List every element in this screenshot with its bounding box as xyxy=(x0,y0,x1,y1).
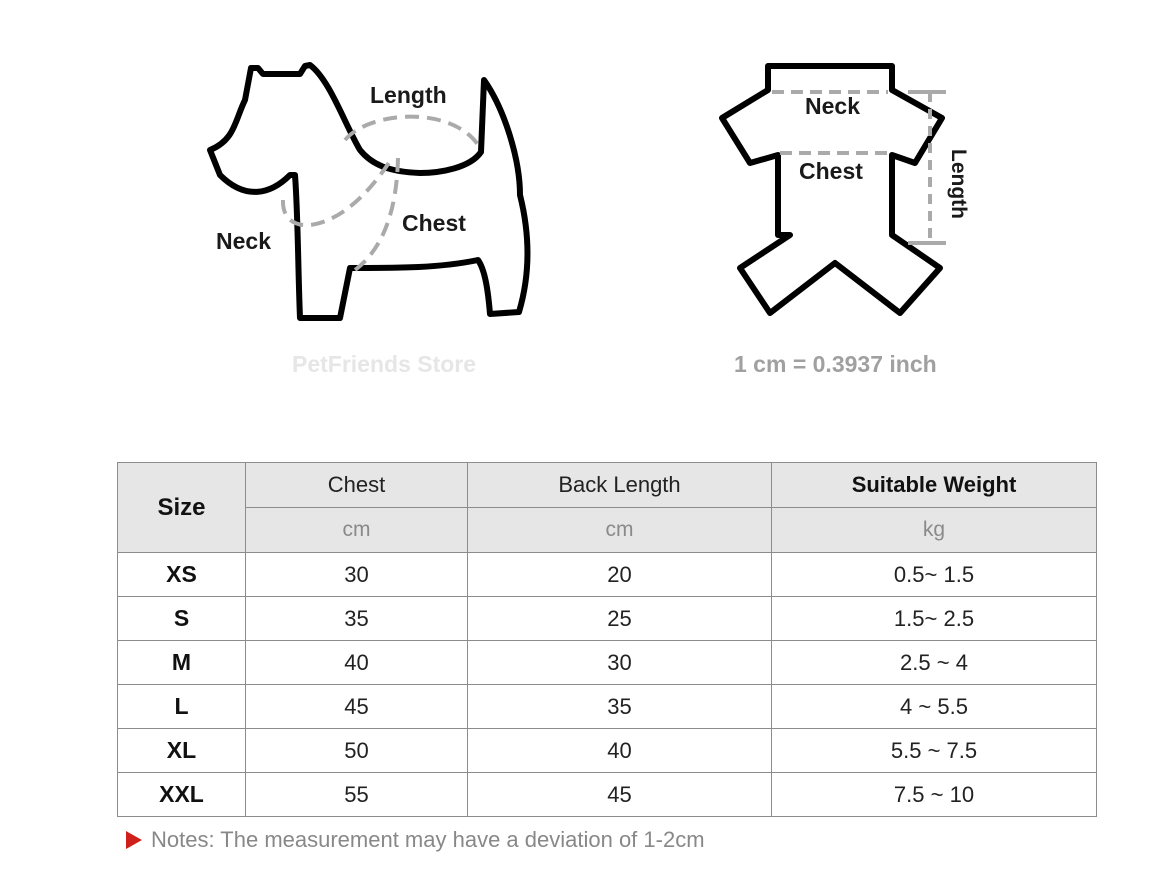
chest-cell: 55 xyxy=(246,773,468,817)
size-cell: M xyxy=(118,641,246,685)
table-row xyxy=(118,729,1097,773)
size-cell: S xyxy=(118,597,246,641)
weight-cell: 1.5~ 2.5 xyxy=(772,597,1097,641)
size-chart-table xyxy=(117,462,1097,817)
store-watermark: PetFriends Store xyxy=(292,351,477,377)
dog-neck-label: Neck xyxy=(216,228,271,254)
red-triangle-icon xyxy=(126,831,142,849)
dog-chest-label: Chest xyxy=(402,210,466,236)
dog-length-line xyxy=(345,117,480,148)
weight-cell: 0.5~ 1.5 xyxy=(772,553,1097,597)
table-row xyxy=(118,553,1097,597)
table-row xyxy=(118,597,1097,641)
garment-chest-label: Chest xyxy=(799,158,863,184)
table-row xyxy=(118,641,1097,685)
chest-cell: 35 xyxy=(246,597,468,641)
weight-cell: 5.5 ~ 7.5 xyxy=(772,729,1097,773)
suitable-weight-header: Suitable Weight xyxy=(772,463,1097,508)
garment-length-label: Length xyxy=(947,149,970,219)
size-cell: XL xyxy=(118,729,246,773)
chest-cell: 30 xyxy=(246,553,468,597)
weight-cell: 7.5 ~ 10 xyxy=(772,773,1097,817)
back-length-cell: 30 xyxy=(468,641,772,685)
size-cell: L xyxy=(118,685,246,729)
table-row xyxy=(118,773,1097,817)
chest-cell: 50 xyxy=(246,729,468,773)
dog-length-label: Length xyxy=(370,82,447,108)
chest-cell: 45 xyxy=(246,685,468,729)
size-cell: XS xyxy=(118,553,246,597)
chest-unit: cm xyxy=(246,508,468,553)
back-length-cell: 20 xyxy=(468,553,772,597)
weight-cell: 2.5 ~ 4 xyxy=(772,641,1097,685)
garment-neck-label: Neck xyxy=(805,93,860,119)
notes xyxy=(126,827,705,853)
dog-measure-illustration xyxy=(0,0,1170,420)
back-length-unit: cm xyxy=(468,508,772,553)
back-length-header: Back Length xyxy=(468,463,772,508)
table-row xyxy=(118,685,1097,729)
dog-chest-line xyxy=(355,158,398,270)
back-length-cell: 35 xyxy=(468,685,772,729)
back-length-cell: 45 xyxy=(468,773,772,817)
back-length-cell: 25 xyxy=(468,597,772,641)
weight-unit: kg xyxy=(772,508,1097,553)
chest-cell: 40 xyxy=(246,641,468,685)
unit-conversion: 1 cm = 0.3937 inch xyxy=(734,351,937,377)
chest-header: Chest xyxy=(246,463,468,508)
weight-cell: 4 ~ 5.5 xyxy=(772,685,1097,729)
back-length-cell: 40 xyxy=(468,729,772,773)
size-header: Size xyxy=(118,463,246,553)
notes-text: Notes: The measurement may have a deviation of 1-2cm xyxy=(151,827,705,852)
size-cell: XXL xyxy=(118,773,246,817)
